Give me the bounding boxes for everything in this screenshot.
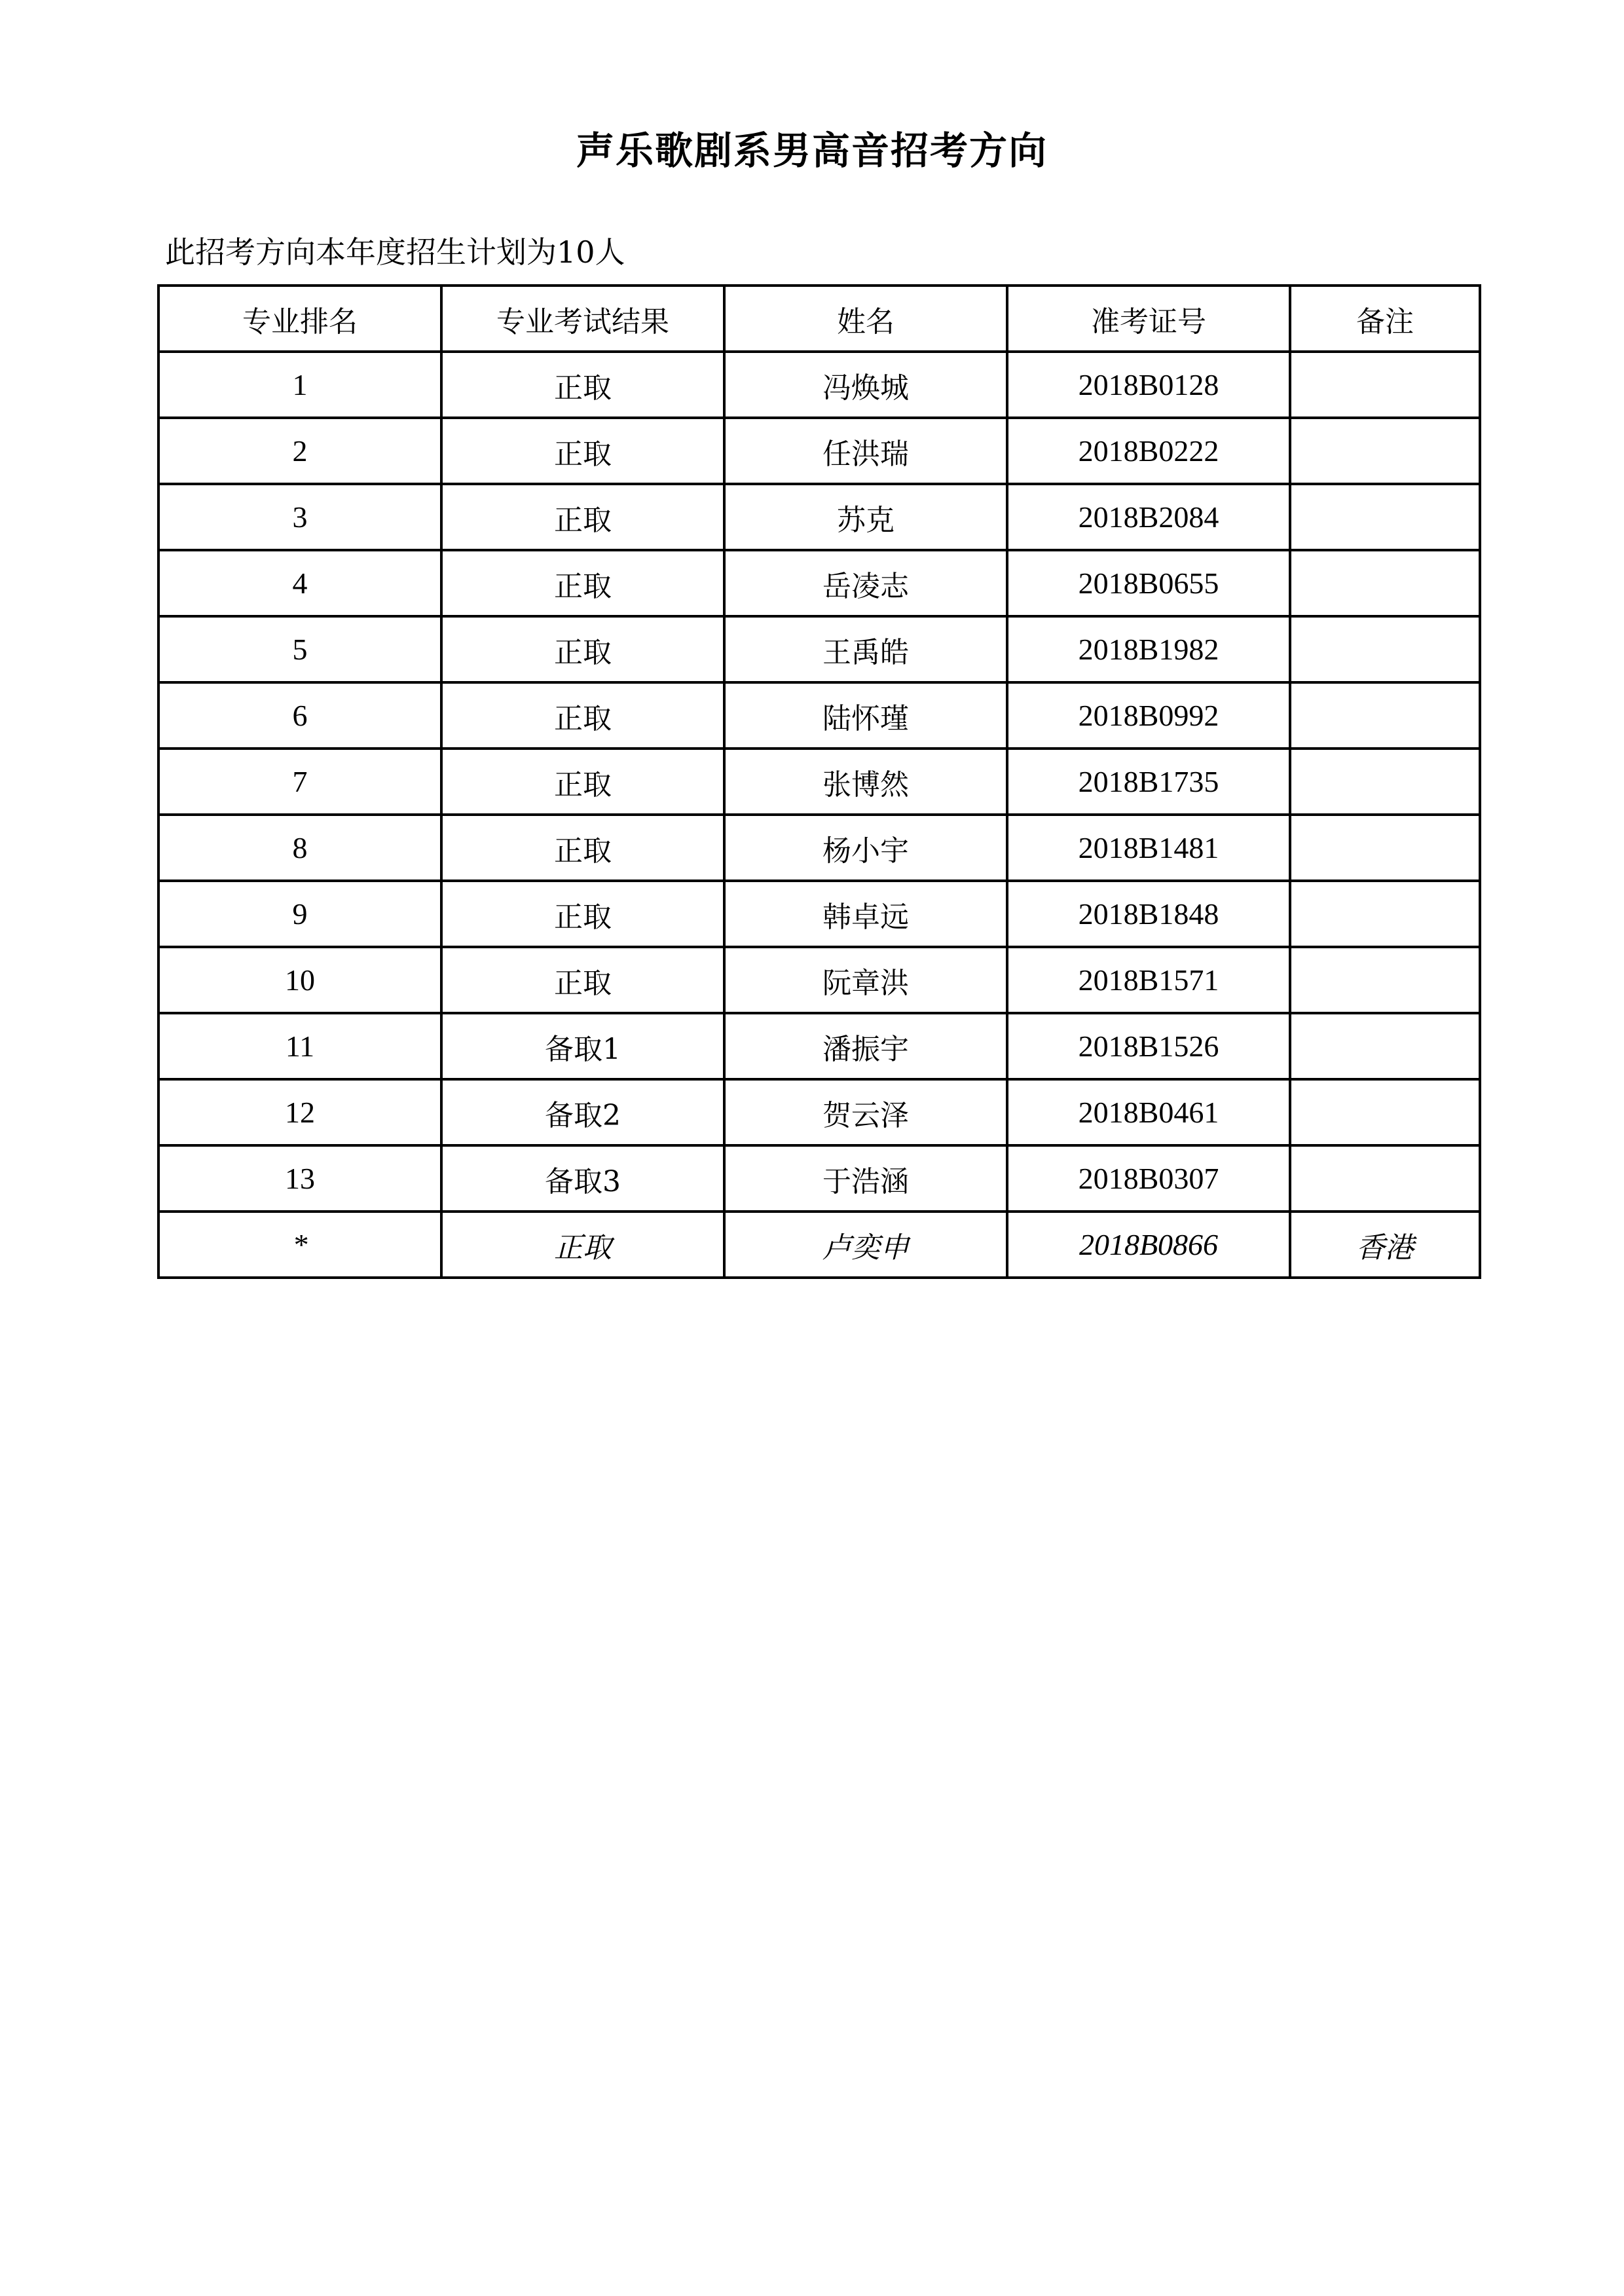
- name-cell: 冯焕城: [724, 352, 1007, 418]
- rank-cell: 8: [158, 815, 441, 881]
- table-body: [158, 352, 1480, 1278]
- result-cell: 正取: [441, 947, 724, 1013]
- remark-cell: 香港: [1290, 1212, 1480, 1278]
- rank-cell: 13: [158, 1145, 441, 1212]
- result-cell: 备取3: [441, 1145, 724, 1212]
- table-row: [158, 550, 1480, 616]
- result-cell: 正取: [441, 418, 724, 484]
- name-cell: 潘振宇: [724, 1013, 1007, 1079]
- remark-cell: [1290, 1013, 1480, 1079]
- exam-id-cell: 2018B0222: [1007, 418, 1290, 484]
- name-cell: 陆怀瑾: [724, 682, 1007, 749]
- table-row: [158, 484, 1480, 550]
- exam-id-cell: 2018B1848: [1007, 881, 1290, 947]
- remark-cell: [1290, 881, 1480, 947]
- exam-id-cell: 2018B0128: [1007, 352, 1290, 418]
- remark-cell: [1290, 1079, 1480, 1145]
- admission-results-table: [157, 284, 1481, 1279]
- table-row: [158, 352, 1480, 418]
- rank-cell: 6: [158, 682, 441, 749]
- enrollment-plan-note: 此招考方向本年度招生计划为10人: [165, 234, 625, 270]
- result-cell: 正取: [441, 881, 724, 947]
- remark-cell: [1290, 484, 1480, 550]
- rank-cell: 7: [158, 749, 441, 815]
- name-cell: 岳凌志: [724, 550, 1007, 616]
- remark-cell: [1290, 1145, 1480, 1212]
- result-cell: 正取: [441, 1212, 724, 1278]
- remark-cell: [1290, 682, 1480, 749]
- table-row: [158, 947, 1480, 1013]
- name-cell: 杨小宇: [724, 815, 1007, 881]
- rank-cell: *: [158, 1212, 441, 1278]
- header-result: 专业考试结果: [441, 286, 724, 352]
- table-row: [158, 1212, 1480, 1278]
- header-rank: 专业排名: [158, 286, 441, 352]
- header-remark: 备注: [1290, 286, 1480, 352]
- rank-cell: 10: [158, 947, 441, 1013]
- rank-cell: 3: [158, 484, 441, 550]
- result-cell: 备取1: [441, 1013, 724, 1079]
- result-cell: 正取: [441, 815, 724, 881]
- result-cell: 正取: [441, 352, 724, 418]
- exam-id-cell: 2018B0307: [1007, 1145, 1290, 1212]
- table-row: [158, 815, 1480, 881]
- table-row: [158, 616, 1480, 682]
- rank-cell: 9: [158, 881, 441, 947]
- exam-id-cell: 2018B0461: [1007, 1079, 1290, 1145]
- rank-cell: 2: [158, 418, 441, 484]
- exam-id-cell: 2018B0866: [1007, 1212, 1290, 1278]
- result-cell: 正取: [441, 749, 724, 815]
- table-row: [158, 1145, 1480, 1212]
- rank-cell: 5: [158, 616, 441, 682]
- header-exam-id: 准考证号: [1007, 286, 1290, 352]
- table-row: [158, 682, 1480, 749]
- remark-cell: [1290, 550, 1480, 616]
- table-row: [158, 881, 1480, 947]
- remark-cell: [1290, 947, 1480, 1013]
- remark-cell: [1290, 815, 1480, 881]
- remark-cell: [1290, 352, 1480, 418]
- remark-cell: [1290, 418, 1480, 484]
- remark-cell: [1290, 616, 1480, 682]
- rank-cell: 12: [158, 1079, 441, 1145]
- exam-id-cell: 2018B0992: [1007, 682, 1290, 749]
- result-cell: 正取: [441, 550, 724, 616]
- result-cell: 正取: [441, 484, 724, 550]
- remark-cell: [1290, 749, 1480, 815]
- header-name: 姓名: [724, 286, 1007, 352]
- exam-id-cell: 2018B1982: [1007, 616, 1290, 682]
- table-row: [158, 1079, 1480, 1145]
- rank-cell: 4: [158, 550, 441, 616]
- name-cell: 卢奕申: [724, 1212, 1007, 1278]
- exam-id-cell: 2018B1526: [1007, 1013, 1290, 1079]
- name-cell: 贺云泽: [724, 1079, 1007, 1145]
- name-cell: 苏克: [724, 484, 1007, 550]
- result-cell: 正取: [441, 682, 724, 749]
- exam-id-cell: 2018B1571: [1007, 947, 1290, 1013]
- result-cell: 备取2: [441, 1079, 724, 1145]
- result-cell: 正取: [441, 616, 724, 682]
- table-row: [158, 1013, 1480, 1079]
- rank-cell: 1: [158, 352, 441, 418]
- table-header-row: [158, 286, 1480, 352]
- name-cell: 王禹皓: [724, 616, 1007, 682]
- name-cell: 阮章洪: [724, 947, 1007, 1013]
- name-cell: 张博然: [724, 749, 1007, 815]
- page-title: 声乐歌剧系男高音招考方向: [576, 128, 1048, 173]
- exam-id-cell: 2018B0655: [1007, 550, 1290, 616]
- name-cell: 于浩涵: [724, 1145, 1007, 1212]
- rank-cell: 11: [158, 1013, 441, 1079]
- name-cell: 韩卓远: [724, 881, 1007, 947]
- table-row: [158, 749, 1480, 815]
- exam-id-cell: 2018B2084: [1007, 484, 1290, 550]
- exam-id-cell: 2018B1481: [1007, 815, 1290, 881]
- name-cell: 任洪瑞: [724, 418, 1007, 484]
- table-row: [158, 418, 1480, 484]
- exam-id-cell: 2018B1735: [1007, 749, 1290, 815]
